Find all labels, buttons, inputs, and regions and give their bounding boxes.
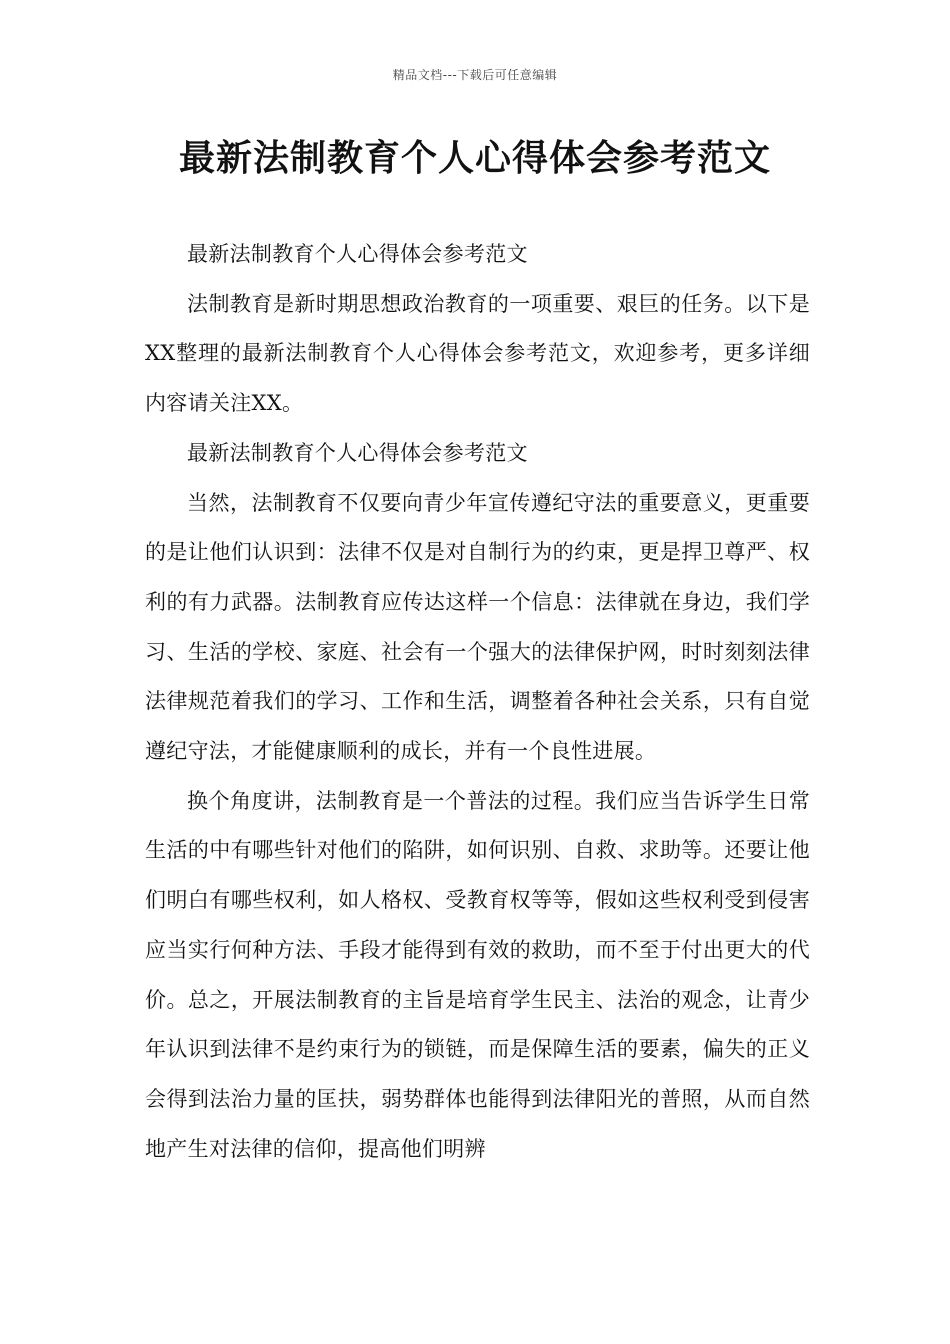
paragraph-subtitle-repeat: 最新法制教育个人心得体会参考范文 xyxy=(187,440,528,465)
paragraph-body: 当然，法制教育不仅要向青少年宣传遵纪守法的重要意义，更重要的是让他们认识到：法律不仅是对自制行为的约束，更是捍卫尊严、权利的有力武器。法制教育应传达这样一个信息：法律就在身边，我们学习、生活的学校、家庭、社会有一个强大的法律保护网，时时刻刻法律法律规范着我们的学习、工作和生活，调整着各种社会关系，只有自觉遵纪守法，才能健康顺利的成长，并有一个良性进展。 xyxy=(145,490,810,764)
document-body xyxy=(145,230,810,1174)
paragraph-subtitle: 最新法制教育个人心得体会参考范文 xyxy=(187,242,528,266)
paragraph-body: 换个角度讲，法制教育是一个普法的过程。我们应当告诉学生日常生活的中有哪些针对他们的陷阱，如何识别、自救、求助等。还要让他们明白有哪些权利，如人格权、受教育权等等，假如这些权利受到侵害应当实行何种方法、手段才能得到有效的救助，而不至于付出更大的代价。总之，开展法制教育的主旨是培育学生民主、法治的观念，让青少年认识到法律不是约束行为的锁链，而是保障生活的要素，偏失的正义会得到法治力量的匡扶，弱势群体也能得到法律阳光的普照，从而自然地产生对法律的信仰，提高他们明辨 xyxy=(145,788,810,1161)
page-header: 精品文档---下载后可任意编辑 xyxy=(392,68,558,82)
document-title: 最新法制教育个人心得体会参考范文 xyxy=(178,138,771,179)
paragraph-intro: 法制教育是新时期思想政治教育的一项重要、艰巨的任务。以下是XX整理的最新法制教育个人心得体会参考范文，欢迎参考，更多详细内容请关注XX。 xyxy=(145,291,810,416)
